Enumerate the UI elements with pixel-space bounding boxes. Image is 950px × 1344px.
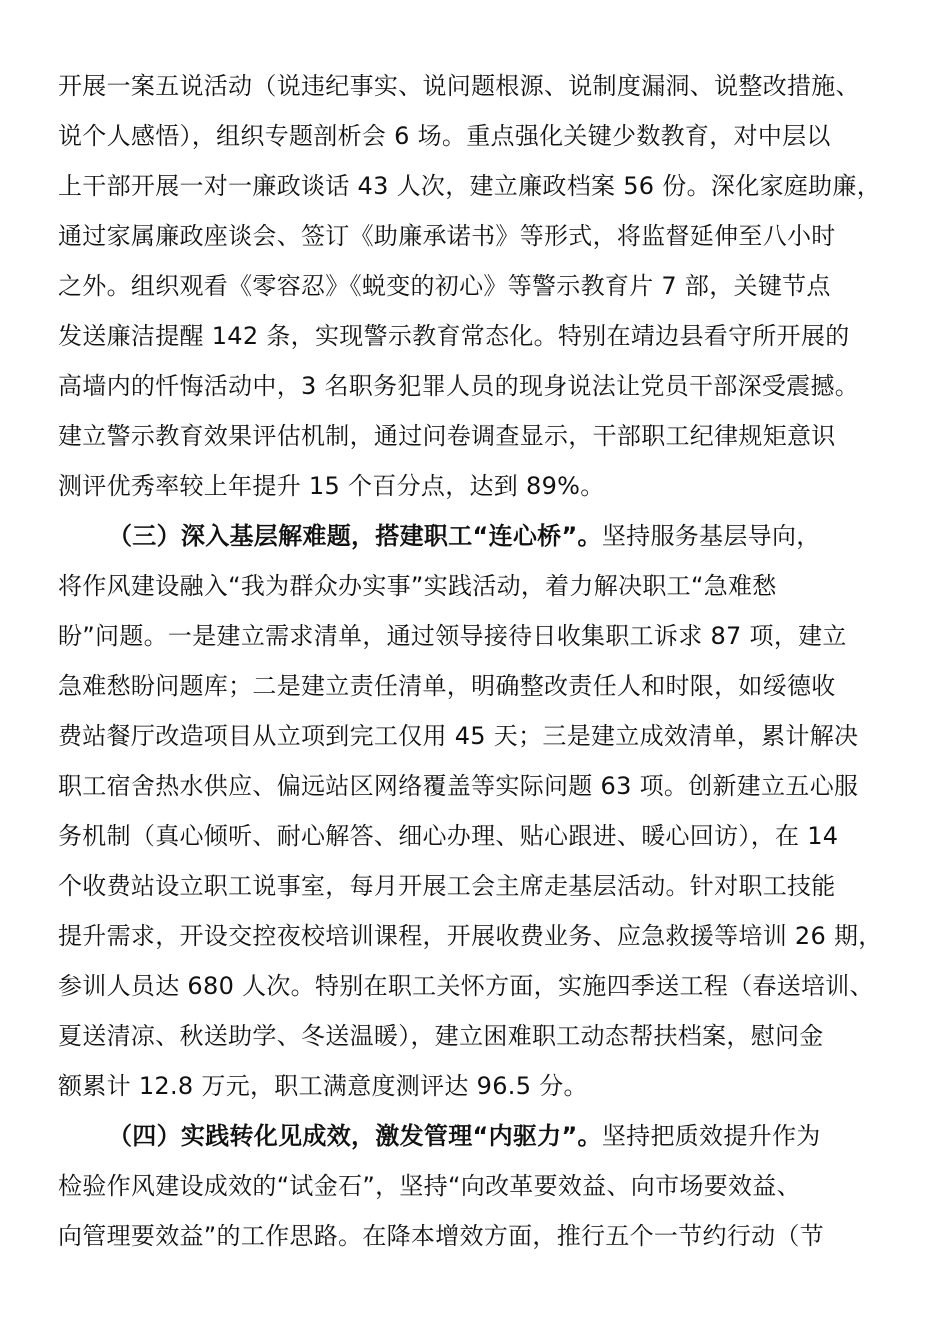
paragraph-line: 急难愁盼问题库；二是建立责任清单，明确整改责任人和时限，如绥德收 (58, 672, 836, 700)
section-3-first-line (108, 518, 821, 554)
section-4-heading: （四）实践转化见成效，激发管理“内驱力”。 (108, 1122, 602, 1150)
paragraph-line: 之外。组织观看《零容忍》《蜕变的初心》等警示教育片 7 部，关键节点 (58, 272, 831, 300)
paragraph-line: 通过家属廉政座谈会、签订《助廉承诺书》等形式，将监督延伸至八小时 (58, 222, 836, 250)
paragraph-line: 检验作风建设成效的“试金石”，坚持“向改革要效益、向市场要效益、 (58, 1172, 801, 1200)
paragraph-line: 盼”问题。一是建立需求清单，通过领导接待日收集职工诉求 87 项，建立 (58, 622, 847, 650)
paragraph-line: 将作风建设融入“我为群众办实事”实践活动，着力解决职工“急难愁 (58, 572, 777, 600)
paragraph-line: 务机制（真心倾听、耐心解答、细心办理、贴心跟进、暖心回访），在 14 (58, 822, 839, 850)
paragraph-line: 上干部开展一对一廉政谈话 43 人次，建立廉政档案 56 份。深化家庭助廉， (58, 172, 881, 200)
section-3-heading: （三）深入基层解难题，搭建职工“连心桥”。 (108, 522, 602, 550)
section-4-lead: 坚持把质效提升作为 (601, 1122, 821, 1150)
paragraph-line: 发送廉洁提醒 142 条，实现警示教育常态化。特别在靖边县看守所开展的 (58, 322, 850, 350)
section-4-first-line (108, 1118, 821, 1154)
paragraph-line: 测评优秀率较上年提升 15 个百分点，达到 89%。 (58, 472, 605, 500)
paragraph-line: 参训人员达 680 人次。特别在职工关怀方面，实施四季送工程（春送培训、 (58, 972, 874, 1000)
section-3-lead: 坚持服务基层导向， (601, 522, 821, 550)
paragraph-line: 建立警示教育效果评估机制，通过问卷调查显示，干部职工纪律规矩意识 (58, 422, 836, 450)
paragraph-line: 费站餐厅改造项目从立项到完工仅用 45 天；三是建立成效清单，累计解决 (58, 722, 859, 750)
paragraph-line: 夏送清凉、秋送助学、冬送温暖），建立困难职工动态帮扶档案，慰问金 (58, 1022, 824, 1050)
paragraph-line: 额累计 12.8 万元，职工满意度测评达 96.5 分。 (58, 1072, 588, 1100)
paragraph-line: 高墙内的忏悔活动中，3 名职务犯罪人员的现身说法让党员干部深受震撼。 (58, 372, 860, 400)
paragraph-line: 职工宿舍热水供应、偏远站区网络覆盖等实际问题 63 项。创新建立五心服 (58, 772, 859, 800)
paragraph-line: 个收费站设立职工说事室，每月开展工会主席走基层活动。针对职工技能 (58, 872, 836, 900)
paragraph-line: 说个人感悟），组织专题剖析会 6 场。重点强化关键少数教育，对中层以 (58, 122, 831, 150)
paragraph-line: 提升需求，开设交控夜校培训课程，开展收费业务、应急救援等培训 26 期， (58, 922, 883, 950)
paragraph-line: 向管理要效益”的工作思路。在降本增效方面，推行五个一节约行动（节 (58, 1222, 825, 1250)
paragraph-line: 开展一案五说活动（说违纪事实、说问题根源、说制度漏洞、说整改措施、 (58, 72, 860, 100)
